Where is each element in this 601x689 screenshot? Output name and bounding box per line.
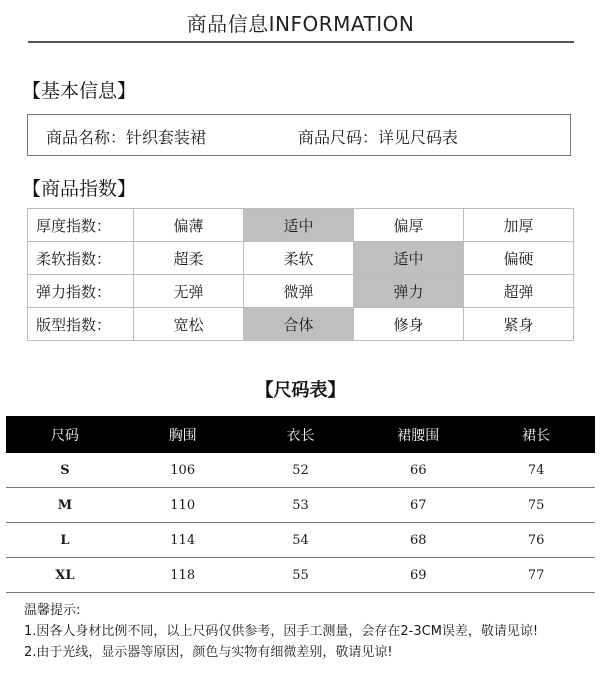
size-column-header: 胸围 (124, 416, 242, 453)
index-option-selected: 合体 (244, 308, 354, 341)
size-column-header: 尺码 (6, 416, 124, 453)
index-option-selected: 适中 (244, 209, 354, 242)
index-row-label: 弹力指数： (28, 275, 134, 308)
index-option-selected: 弹力 (354, 275, 464, 308)
size-row (6, 523, 595, 558)
index-option: 紧身 (464, 308, 574, 341)
size-column-header: 衣长 (242, 416, 360, 453)
size-value-cell: 54 (242, 523, 360, 558)
size-value-cell: 114 (124, 523, 242, 558)
basic-info-box (27, 114, 571, 156)
index-option-selected: 适中 (354, 242, 464, 275)
size-value-cell: 76 (477, 523, 595, 558)
index-row (28, 209, 574, 242)
size-value-cell: 74 (477, 453, 595, 488)
index-row (28, 308, 574, 341)
size-label-cell: L (6, 523, 124, 558)
index-option: 偏薄 (134, 209, 244, 242)
size-column-header: 裙长 (477, 416, 595, 453)
size-value-cell: 69 (359, 558, 477, 593)
size-row (6, 488, 595, 523)
page-title: 商品信息INFORMATION (186, 12, 415, 36)
product-index-heading: 【商品指数】 (22, 178, 137, 200)
size-chart-heading: 【尺码表】 (255, 380, 346, 401)
product-index-table (27, 208, 574, 341)
index-row-label: 柔软指数： (28, 242, 134, 275)
size-value-cell: 118 (124, 558, 242, 593)
basic-info-heading: 【基本信息】 (22, 80, 137, 102)
index-option: 微弹 (244, 275, 354, 308)
size-value-cell: 67 (359, 488, 477, 523)
size-value-cell: 66 (359, 453, 477, 488)
index-option: 超弹 (464, 275, 574, 308)
size-row (6, 453, 595, 488)
size-value-cell: 75 (477, 488, 595, 523)
index-option: 加厚 (464, 209, 574, 242)
size-label-cell: XL (6, 558, 124, 593)
index-option: 柔软 (244, 242, 354, 275)
index-row-label: 厚度指数： (28, 209, 134, 242)
index-row (28, 242, 574, 275)
index-option: 无弹 (134, 275, 244, 308)
product-name-text: 商品名称：针织套装裙 (46, 128, 207, 147)
size-row (6, 558, 595, 593)
size-value-cell: 77 (477, 558, 595, 593)
size-value-cell: 110 (124, 488, 242, 523)
notes-section (24, 600, 538, 663)
index-row (28, 275, 574, 308)
note-item: 2.由于光线，显示器等原因，颜色与实物有细微差别，敬请见谅! (24, 645, 393, 660)
size-value-cell: 52 (242, 453, 360, 488)
index-option: 偏厚 (354, 209, 464, 242)
notes-title: 温馨提示: (24, 603, 81, 618)
size-value-cell: 53 (242, 488, 360, 523)
size-column-header: 裙腰围 (359, 416, 477, 453)
index-row-label: 版型指数： (28, 308, 134, 341)
title-divider (28, 41, 574, 43)
note-item: 1.因各人身材比例不同，以上尺码仅供参考，因手工测量，会存在2-3CM误差，敬请见谅! (24, 624, 539, 639)
size-value-cell: 68 (359, 523, 477, 558)
size-chart-table (6, 416, 595, 593)
index-option: 超柔 (134, 242, 244, 275)
size-label-cell: M (6, 488, 124, 523)
index-option: 宽松 (134, 308, 244, 341)
size-label-cell: S (6, 453, 124, 488)
size-value-cell: 106 (124, 453, 242, 488)
product-size-text: 商品尺码：详见尺码表 (298, 128, 459, 147)
index-option: 修身 (354, 308, 464, 341)
size-value-cell: 55 (242, 558, 360, 593)
index-option: 偏硬 (464, 242, 574, 275)
